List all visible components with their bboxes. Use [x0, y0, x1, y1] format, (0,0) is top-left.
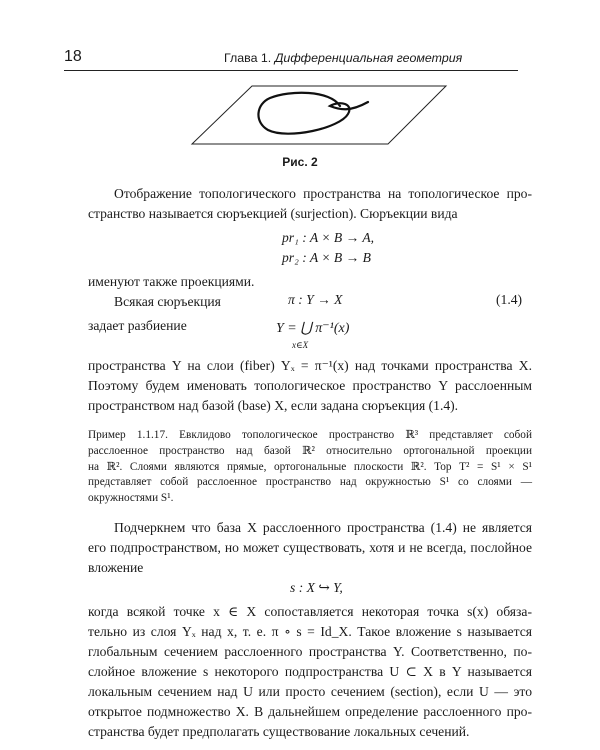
example-line: на ℝ². Слоями являются прямые, ортогональные плоскости ℝ². Тор T² = S¹ × S¹	[88, 461, 532, 473]
text-line: Отображение топологического пространства на топологическое про-	[114, 186, 532, 201]
page-number: 18	[64, 48, 82, 65]
example-line: окружностями S¹.	[88, 492, 174, 504]
text-line: локальным сечением над U или просто сечением (section), если U — это	[88, 684, 532, 699]
text-line: пространством над базой (base) X, если задана сюръекция (1.4).	[88, 398, 459, 413]
text-line: открытое подмножество X. В дальнейшем определение расслоенного про-	[88, 704, 532, 719]
text-line: именуют также проекциями.	[88, 274, 255, 289]
equation-union: Y = ⋃ π⁻¹(x)	[276, 321, 350, 336]
text-line: его подпространством, но может существовать, хотя и не всегда, послойное	[88, 540, 532, 555]
text-line	[88, 206, 458, 222]
figure-2-illustration	[190, 82, 450, 146]
figure-caption: Рис. 2	[282, 155, 318, 169]
example-line: Пример 1.1.17. Евклидово топологическое пространство ℝ³ представляет собой	[88, 429, 532, 441]
equation-s: s : X ↪ Y,	[290, 580, 343, 595]
example-line: представляет собой расслоенное пространство над окружностью S¹ со слоями —	[88, 476, 532, 488]
text-span: странство называется сюръекцией (surjection). Сюръекции вида	[88, 206, 458, 221]
text-line: пространства Y на слои (fiber) Yₓ = π⁻¹(x) над точками пространства X.	[88, 358, 532, 373]
chapter-title: Дифференциальная геометрия	[274, 51, 463, 65]
text-line: Подчеркнем что база X расслоенного пространства (1.4) не является	[114, 520, 532, 535]
text-line: странства будет предполагать существование локальных сечений.	[88, 724, 470, 739]
chapter-heading	[224, 51, 462, 65]
text-line: глобальным сечением расслоенного пространства Y. Соответственно, по-	[88, 644, 532, 659]
running-header	[64, 48, 518, 71]
equation-pr1: pr₁ : A × B → A,	[282, 230, 375, 245]
text-line: задает разбиение	[88, 318, 187, 333]
equation-number: (1.4)	[496, 292, 523, 307]
example-line: расслоенное пространство над базой ℝ² относительно ортогональной проекции	[88, 445, 532, 457]
equation-pr2: pr₂ : A × B → B	[282, 250, 371, 265]
equation-pi: π : Y → X	[288, 292, 343, 307]
text-line: когда всякой точке x ∈ X сопоставляется некоторая точка s(x) обяза-	[88, 604, 532, 619]
text-line: Поэтому будем именовать топологическое пространство Y расслоенным	[88, 378, 532, 393]
chapter-label: Глава 1.	[224, 51, 272, 65]
figure-loop-curve	[258, 93, 368, 134]
text-line: Всякая сюръекция	[114, 294, 221, 309]
text-line: тельно из слоя Yₓ над x, т. е. π ∘ s = Id_X. Такое вложение s называется	[88, 624, 532, 639]
text-line: вложение	[88, 560, 144, 575]
union-subscript: x∈X	[292, 340, 309, 350]
text-line: слойное вложение s некоторого подпространства U ⊂ X в Y называется	[88, 664, 532, 679]
